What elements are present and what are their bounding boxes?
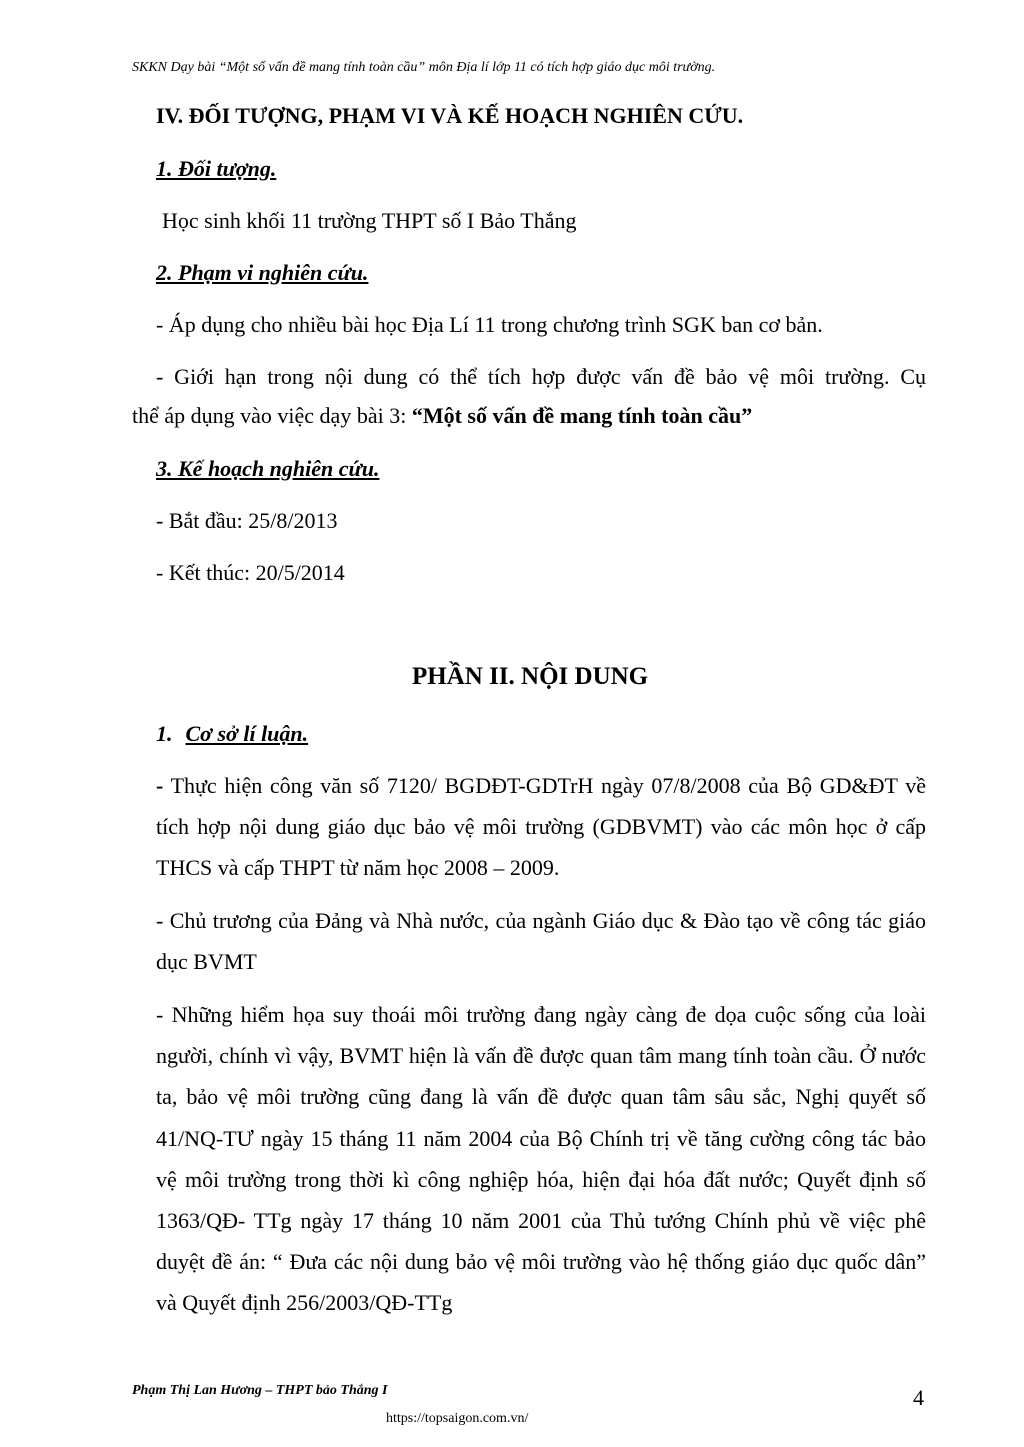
start-date: - Bắt đầu: 25/8/2013 — [156, 508, 338, 533]
subheading-pham-vi: 2. Phạm vi nghiên cứu. — [156, 260, 369, 285]
part-heading: PHẦN II. NỘI DUNG — [412, 663, 649, 690]
subheading-co-so-text: Cơ sở lí luận. — [185, 721, 309, 746]
paragraph-1-dash: - — [156, 773, 164, 798]
paragraph-3: - Những hiểm họa suy thoái môi trường đang ngày càng đe dọa cuộc sống của loài người, chính vì vậy, BVMT hiện là vấn đề được quan tâm mang tính toàn cầu. Ở nước ta, bảo vệ môi trường cũng đang là vấn đề được quan tâm sâu sắc, Nghị quyết số 41/NQ-TƯ ngày 15 tháng 11 năm 2004 của Bộ Chính trị về tăng cường công tác bảo vệ môi trường trong thời kì công nghiệp hóa, hiện đại hóa đất nước; Quyết định số 1363/QĐ- TTg ngày 17 tháng 10 năm 2001 của Thủ tướng Chính phủ về việc phê duyệt đề án: “ Đưa các nội dung bảo vệ môi trường vào hệ thống giáo dục quốc dân” và Quyết định 256/2003/QĐ-TTg — [156, 1002, 926, 1316]
paragraph-2: - Chủ trương của Đảng và Nhà nước, của ngành Giáo dục & Đào tạo về công tác giáo dục BVMT — [156, 908, 926, 975]
pham-vi-line-3-text: thể áp dụng vào việc dạy bài 3: — [132, 403, 412, 428]
paragraph-1-text: Thực hiện công văn số 7120/ BGDĐT-GDTrH ngày 07/8/2008 của Bộ GD&ĐT về tích hợp nội dung giáo dục bảo vệ môi trường (GDBVMT) vào các môn học ở cấp THCS và cấp THPT từ năm học 2008 – 2009. — [156, 773, 926, 881]
pham-vi-line-3 — [132, 403, 752, 429]
subheading-doi-tuong: 1. Đối tượng. — [156, 156, 277, 181]
page-number: 4 — [913, 1385, 924, 1410]
pham-vi-line-2: - Giới hạn trong nội dung có thể tích hợp được vấn đề bảo vệ môi trường. Cụ — [156, 364, 926, 389]
subheading-ke-hoach: 3. Kế hoạch nghiên cứu. — [156, 456, 380, 481]
header-title: Dạy bài “Một số vấn đề mang tính toàn cầu” môn Địa lí lớp 11 có tích hợp giáo dục môi trường. — [167, 60, 716, 75]
lesson-title: “Một số vấn đề mang tính toàn cầu” — [411, 403, 753, 428]
paragraph-1 — [156, 765, 926, 889]
subheading-co-so — [156, 721, 308, 747]
section-heading: IV. ĐỐI TƯỢNG, PHẠM VI VÀ KẾ HOẠCH NGHIÊN CỨU. — [156, 103, 744, 128]
subheading-number: 1. — [156, 721, 173, 746]
page-header — [132, 60, 715, 76]
doi-tuong-text: Học sinh khối 11 trường THPT số I Bảo Thắng — [162, 208, 577, 233]
footer-url[interactable]: https://topsaigon.com.vn/ — [386, 1411, 529, 1426]
header-prefix: SKKN — [132, 60, 168, 75]
pham-vi-line-1: - Áp dụng cho nhiều bài học Địa Lí 11 trong chương trình SGK ban cơ bản. — [156, 312, 823, 337]
footer-author: Phạm Thị Lan Hương – THPT bảo Thắng I — [132, 1383, 388, 1398]
end-date: - Kết thúc: 20/5/2014 — [156, 560, 345, 585]
